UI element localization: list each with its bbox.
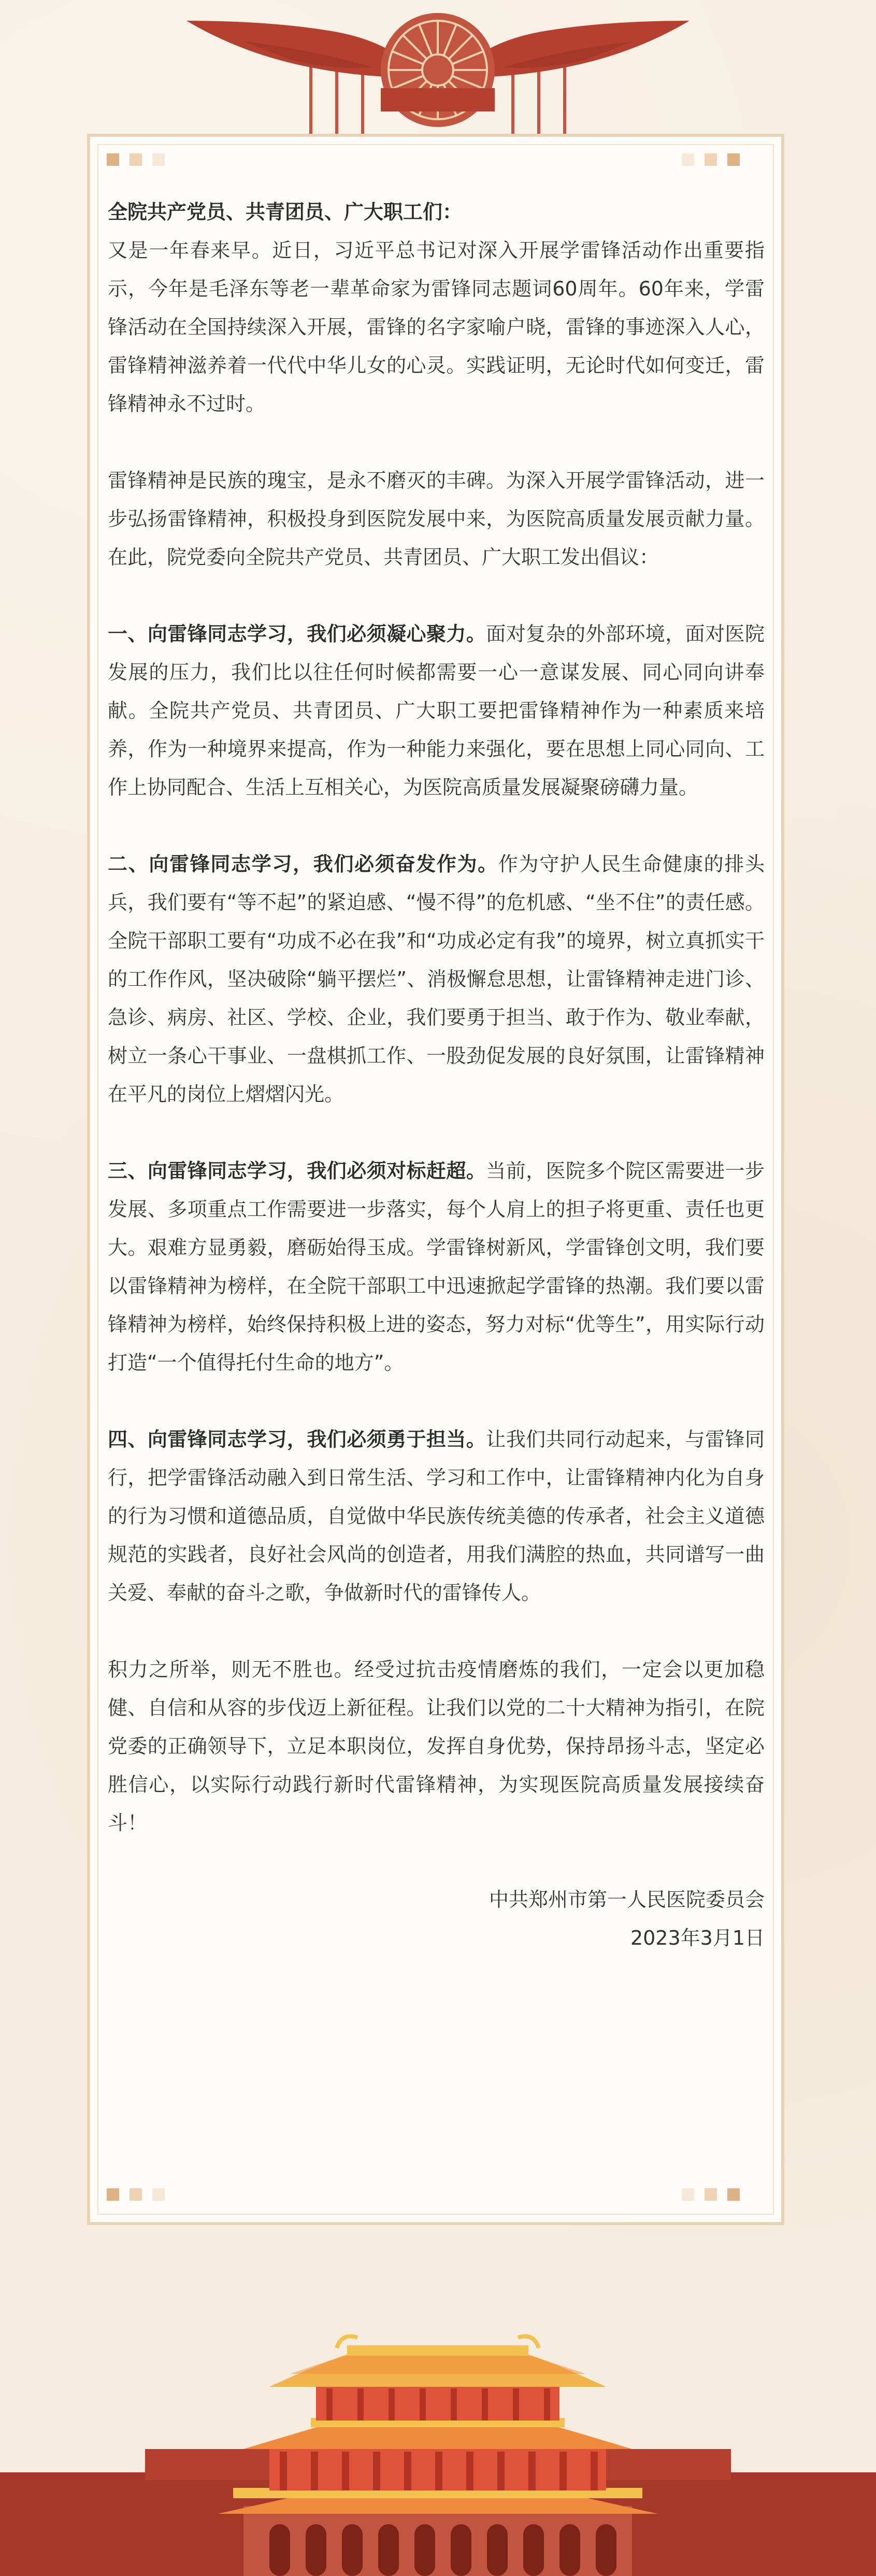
signature: 中共郑州市第一人民医院委员会 bbox=[489, 1888, 765, 1911]
corner-decoration-top-right bbox=[682, 153, 740, 166]
salutation: 全院共产党员、共青团员、广大职工们： bbox=[108, 201, 463, 223]
point-body-1: 面对复杂的外部环境，面对医院发展的压力，我们比以往任何时候都需要一心一意谋发展、同心同向讲奉献。全院共产党员、共青团员、广大职工要把雷锋精神作为一种素质来培养，作为一种境界来提高，作为一种能力来强化，要在思想上同心同向、工作上协同配合、生活上互相关心，为医院高质量发展凝聚磅礴力量。 bbox=[108, 622, 765, 799]
intro-paragraph-2: 雷锋精神是民族的瑰宝，是永不磨灭的丰碑。为深入开展学雷锋活动，进一步弘扬雷锋精神，积极投身到医院发展中来，为医院高质量发展贡献力量。在此，院党委向全院共产党员、共青团员、广大职工发出倡议： bbox=[108, 469, 765, 569]
corner-decoration-bottom-right bbox=[682, 2188, 740, 2201]
point-paragraph-3 bbox=[108, 1152, 765, 1382]
point-heading-1: 一、向雷锋同志学习，我们必须凝心聚力。 bbox=[108, 622, 486, 645]
point-heading-2: 二、向雷锋同志学习，我们必须奋发作为。 bbox=[108, 853, 498, 875]
intro-paragraph-1: 又是一年春来早。近日，习近平总书记对深入开展学雷锋活动作出重要指示，今年是毛泽东等老一辈革命家为雷锋同志题词60周年。60年来，学雷锋活动在全国持续深入开展，雷锋的名字家喻户晓，雷锋的事迹深入人心，雷锋精神滋养着一代代中华儿女的心灵。实践证明，无论时代如何变迁，雷锋精神永不过时。 bbox=[108, 239, 765, 415]
point-paragraph-1 bbox=[108, 615, 765, 806]
point-heading-4: 四、向雷锋同志学习，我们必须勇于担当。 bbox=[108, 1428, 486, 1451]
sunburst-wings-ornament-icon bbox=[0, 0, 876, 145]
point-paragraph-2 bbox=[108, 845, 765, 1113]
point-paragraph-4 bbox=[108, 1420, 765, 1612]
point-heading-3: 三、向雷锋同志学习，我们必须对标赶超。 bbox=[108, 1159, 486, 1182]
point-body-3: 当前，医院多个院区需要进一步发展、多项重点工作需要进一步落实，每个人肩上的担子将更重、责任也更大。艰难方显勇毅，磨砺始得玉成。学雷锋树新风，学雷锋创文明，我们要以雷锋精神为榜样，在全院干部职工中迅速掀起学雷锋的热潮。我们要以雷锋精神为榜样，始终保持积极上进的姿态，努力对标“优等生”，用实际行动打造“一个值得托付生命的地方”。 bbox=[108, 1159, 765, 1374]
corner-decoration-top-left bbox=[107, 153, 165, 166]
palace-gate-icon bbox=[0, 2270, 876, 2576]
corner-decoration-bottom-left bbox=[107, 2188, 165, 2201]
closing-paragraph: 积力之所举，则无不胜也。经受过抗击疫情磨炼的我们，一定会以更加稳健、自信和从容的步伐迈上新征程。让我们以党的二十大精神为指引，在院党委的正确领导下，立足本职岗位，发挥自身优势，保持昂扬斗志，坚定必胜信心，以实际行动践行新时代雷锋精神，为实现医院高质量发展接续奋斗！ bbox=[108, 1658, 765, 1834]
letter-body bbox=[108, 193, 765, 1957]
point-body-2: 作为守护人民生命健康的排头兵，我们要有“等不起”的紧迫感、“慢不得”的危机感、“坐不住”的责任感。全院干部职工要有“功成不必在我”和“功成必定有我”的境界，树立真抓实干的工作作风，坚决破除“躺平摆烂”、消极懈怠思想，让雷锋精神走进门诊、急诊、病房、社区、学校、企业，我们要勇于担当、敢于作为、敬业奉献，树立一条心干事业、一盘棋抓工作、一股劲促发展的良好氛围，让雷锋精神在平凡的岗位上熠熠闪光。 bbox=[108, 853, 765, 1106]
date: 2023年3月1日 bbox=[630, 1927, 765, 1949]
point-body-4: 让我们共同行动起来，与雷锋同行，把学雷锋活动融入到日常生活、学习和工作中，让雷锋精神内化为自身的行为习惯和道德品质，自觉做中华民族传统美德的传承者，社会主义道德规范的实践者，良好社会风尚的创造者，用我们满腔的热血，共同谱写一曲关爱、奉献的奋斗之歌，争做新时代的雷锋传人。 bbox=[108, 1428, 765, 1604]
